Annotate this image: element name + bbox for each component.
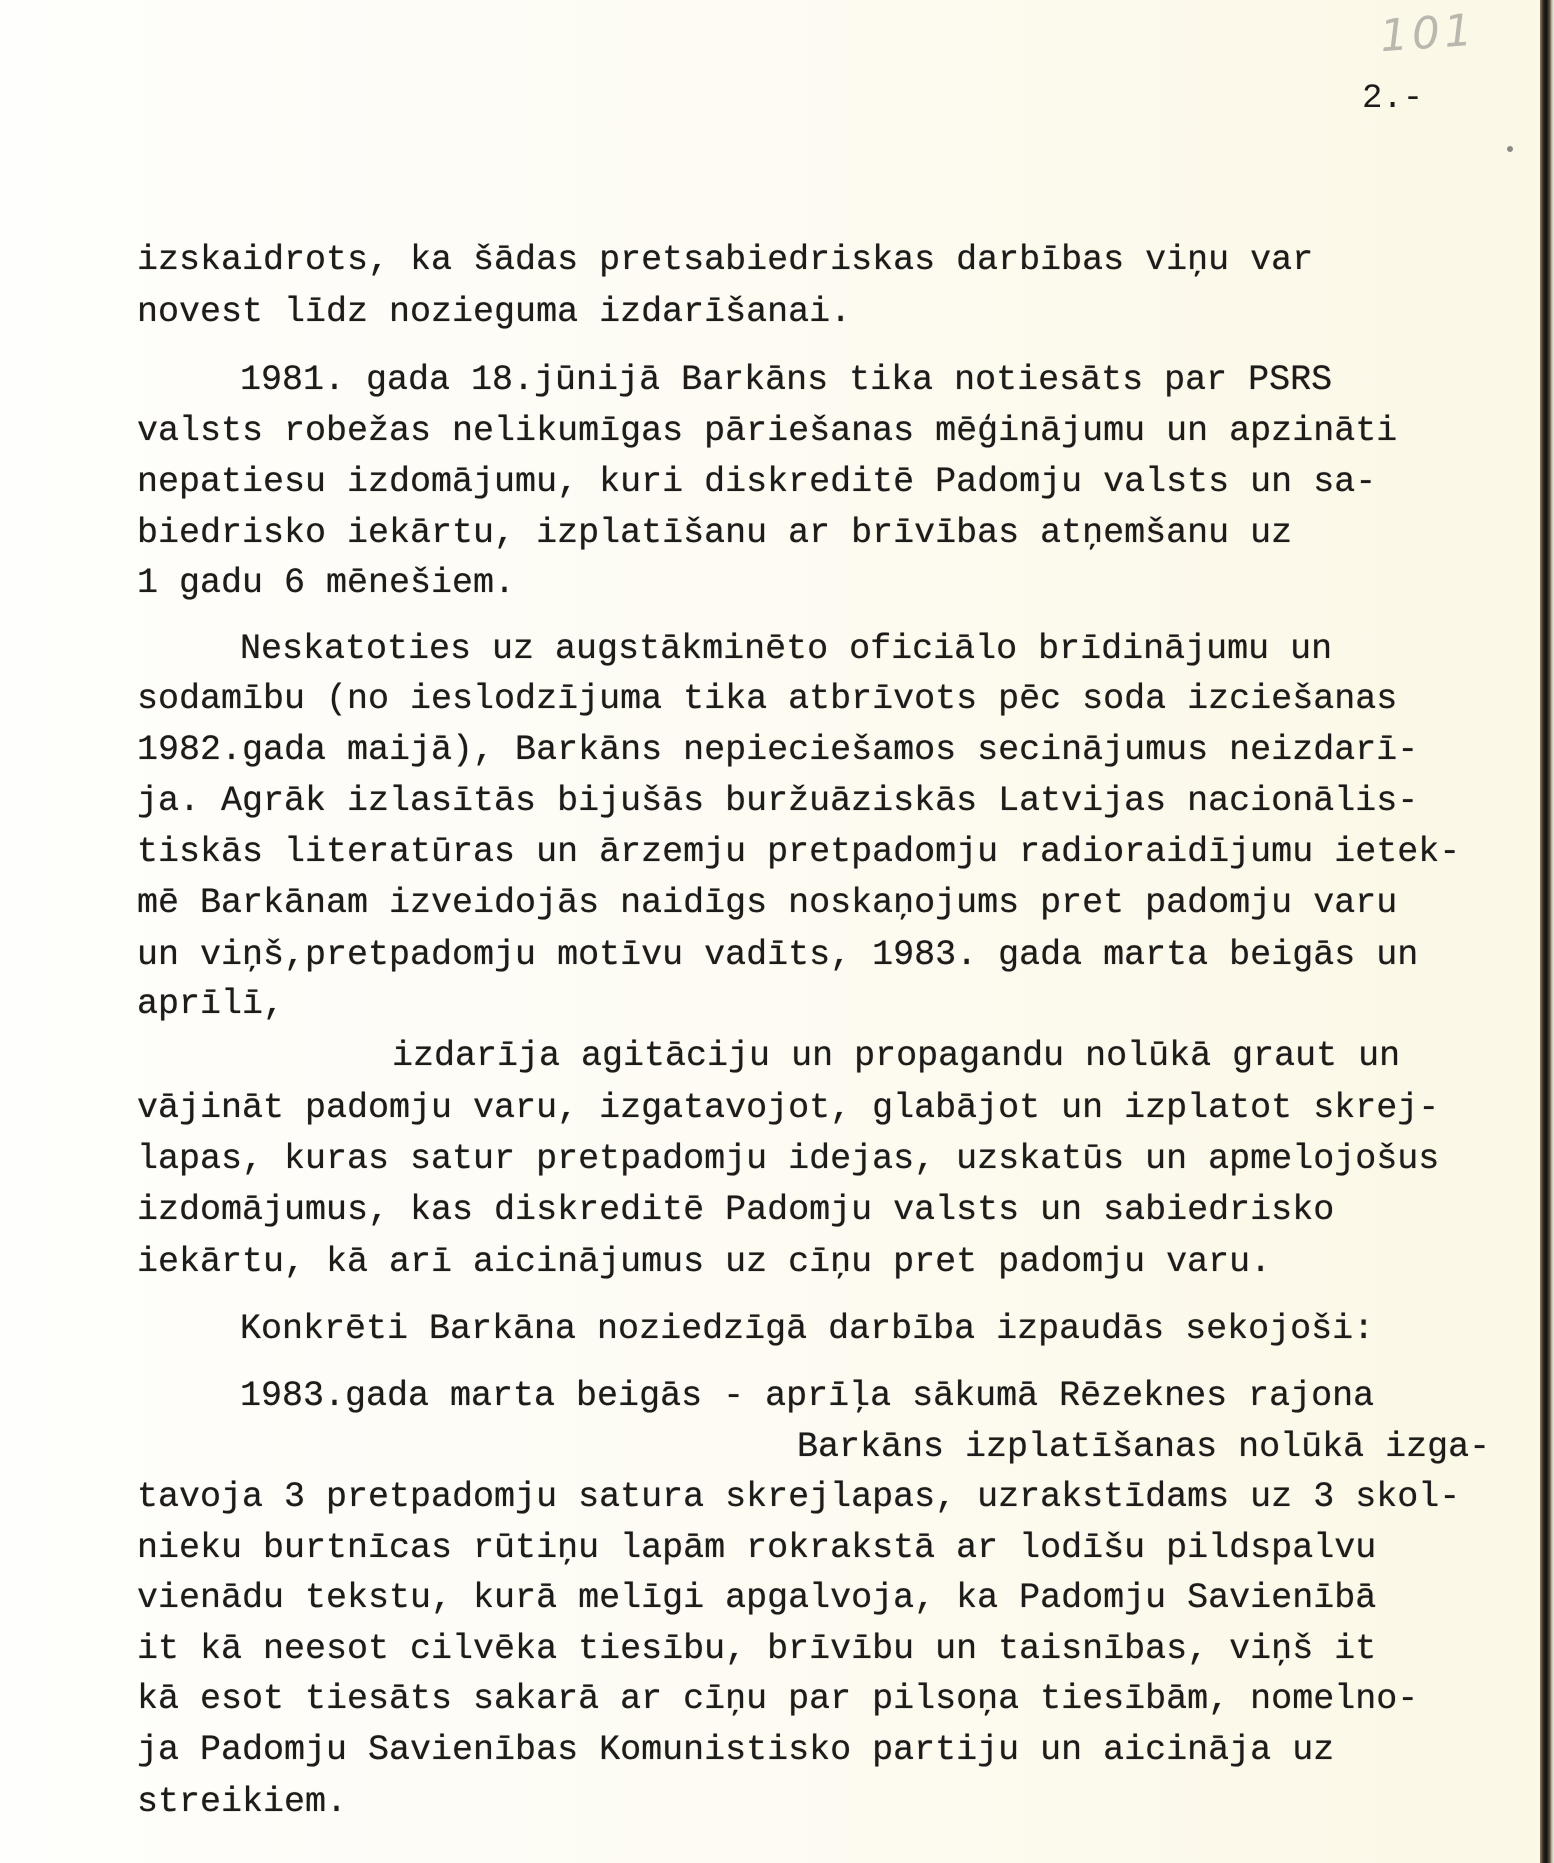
text-line: vājināt padomju varu, izgatavojot, glabājot un izplatot skrej- xyxy=(137,1088,1440,1128)
text-line: mē Barkānam izveidojās naidīgs noskaņojums pret padomju varu xyxy=(137,883,1398,923)
text-line: 1 gadu 6 mēnešiem. xyxy=(137,563,516,603)
text-line: lapas, kuras satur pretpadomju idejas, uzskatūs un apmelojošus xyxy=(137,1139,1440,1179)
text-line: streikiem. xyxy=(137,1782,348,1822)
text-line: novest līdz nozieguma izdarīšanai. xyxy=(137,292,852,332)
text-line: vienādu tekstu, kurā melīgi apgalvoja, ka Padomju Savienībā xyxy=(137,1578,1377,1618)
text-line: biedrisko iekārtu, izplatīšanu ar brīvības atņemšanu uz xyxy=(137,513,1293,553)
text-line: izdarīja agitāciju un propagandu nolūkā graut un xyxy=(392,1036,1401,1076)
text-line: nepatiesu izdomājumu, kuri diskreditē Padomju valsts un sa- xyxy=(137,462,1377,502)
paragraph-start-line: 1983.gada marta beigās - aprīļa sākumā Rēzeknes rajona xyxy=(240,1376,1375,1416)
text-line: izdomājumus, kas diskreditē Padomju valsts un sabiedrisko xyxy=(137,1190,1335,1230)
text-line: 1982.gada maijā), Barkāns nepieciešamos secinājumus neizdarī- xyxy=(137,730,1419,770)
text-line: aprīlī, xyxy=(137,984,285,1024)
paragraph-start-line: 1981. gada 18.jūnijā Barkāns tika notiesāts par PSRS xyxy=(240,360,1333,400)
text-line: valsts robežas nelikumīgas pāriešanas mēģinājumu un apzināti xyxy=(137,411,1398,451)
paragraph-start-line: Konkrēti Barkāna noziedzīgā darbība izpaudās sekojoši: xyxy=(240,1309,1375,1349)
paragraph-start-line: Neskatoties uz augstākminēto oficiālo brīdinājumu un xyxy=(240,629,1333,669)
handwritten-folio-number: 101 xyxy=(1378,4,1478,63)
text-line: sodamību (no ieslodzījuma tika atbrīvots pēc soda izciešanas xyxy=(137,679,1398,719)
text-line: izskaidrots, ka šādas pretsabiedriskas darbības viņu var xyxy=(137,240,1314,280)
text-line: tavoja 3 pretpadomju satura skrejlapas, uzrakstīdams uz 3 skol- xyxy=(137,1477,1461,1517)
text-line: iekārtu, kā arī aicinājumus uz cīņu pret padomju varu. xyxy=(137,1242,1272,1282)
page-edge-shadow xyxy=(1540,0,1554,1863)
text-line: it kā neesot cilvēka tiesību, brīvību un taisnības, viņš it xyxy=(137,1629,1377,1669)
text-line: Barkāns izplatīšanas nolūkā izga- xyxy=(797,1427,1491,1467)
text-line: tiskās literatūras un ārzemju pretpadomju radioraidījumu ietek- xyxy=(137,832,1461,872)
margin-dot xyxy=(1507,146,1513,152)
page-number: 2.- xyxy=(1362,80,1424,118)
text-line: ja. Agrāk izlasītās bijušās buržuāziskās Latvijas nacionālis- xyxy=(137,781,1419,821)
text-line: nieku burtnīcas rūtiņu lapām rokrakstā ar lodīšu pildspalvu xyxy=(137,1528,1377,1568)
text-line: ja Padomju Savienības Komunistisko partiju un aicināja uz xyxy=(137,1730,1335,1770)
text-line: un viņš,pretpadomju motīvu vadīts, 1983. gada marta beigās un xyxy=(137,935,1419,975)
text-line: kā esot tiesāts sakarā ar cīņu par pilsoņa tiesībām, nomelno- xyxy=(137,1679,1419,1719)
